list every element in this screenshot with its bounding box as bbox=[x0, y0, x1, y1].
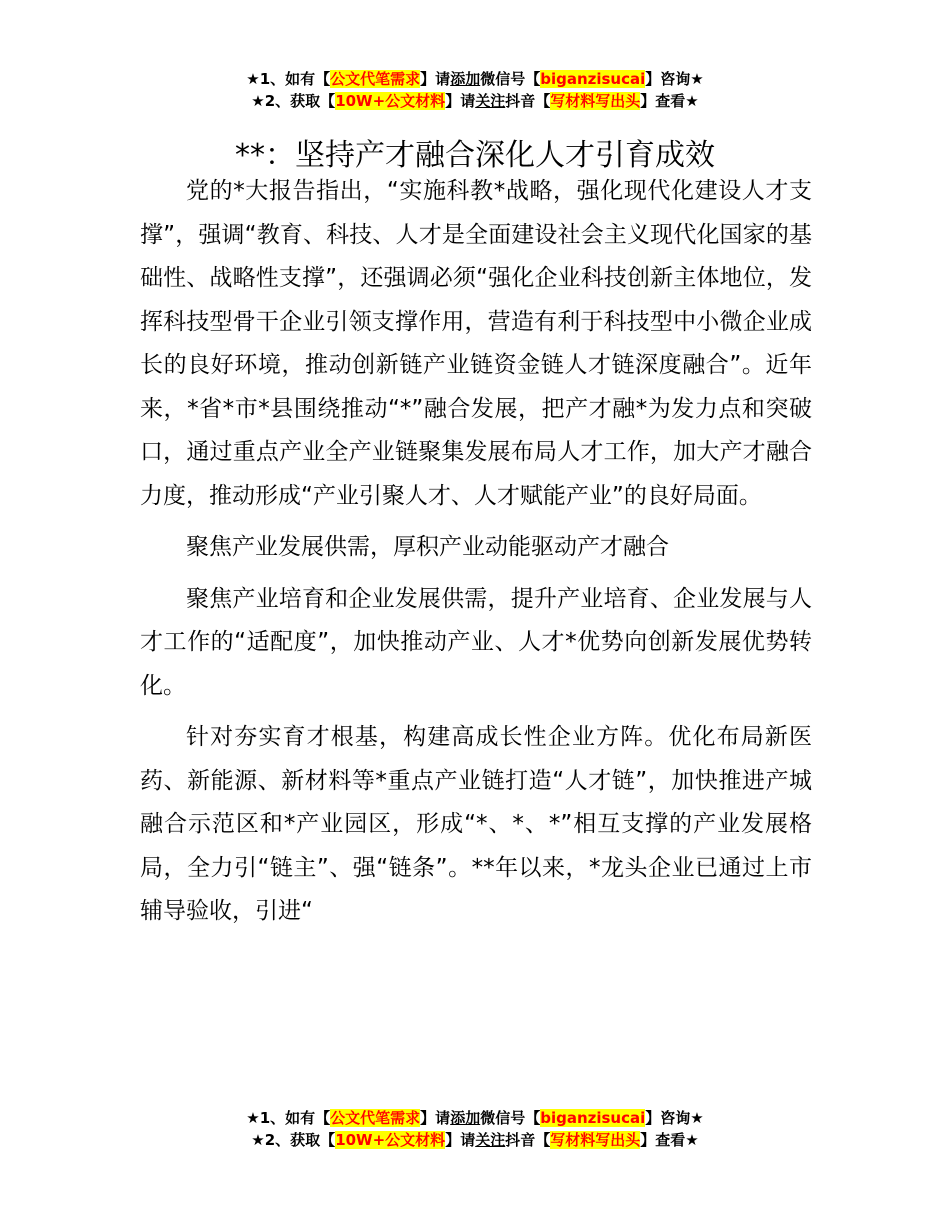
promo-line-2-highlight-materials: 10W+公文材料 bbox=[335, 92, 446, 110]
footer-line-2-suffix: 】查看★ bbox=[640, 1131, 699, 1149]
paragraph-section-heading: 聚焦产业发展供需，厚积产业动能驱动产才融合 bbox=[186, 534, 669, 560]
promo-line-2 bbox=[0, 90, 950, 112]
header-promo-banner bbox=[0, 68, 950, 112]
footer-line-1-mid: 】请 bbox=[420, 1109, 451, 1127]
footer-line-1-highlight-service: 公文代笔需求 bbox=[330, 1109, 421, 1127]
footer-line-1-mid2: 微信号【 bbox=[480, 1109, 541, 1127]
footer-line-2-highlight-materials: 10W+公文材料 bbox=[335, 1131, 446, 1149]
footer-promo-line-2 bbox=[0, 1129, 950, 1151]
footer-line-2-highlight-account: 写材料写出头 bbox=[550, 1131, 641, 1149]
promo-line-2-underlined: 关注 bbox=[475, 92, 506, 110]
footer-line-2-prefix: ★2、获取【 bbox=[251, 1131, 336, 1149]
promo-line-1-underlined: 添加 bbox=[450, 70, 481, 88]
promo-line-2-highlight-account: 写材料写出头 bbox=[550, 92, 641, 110]
footer-line-1-prefix: ★1、如有【 bbox=[246, 1109, 331, 1127]
document-title: **：坚持产才融合深化人才引育成效 bbox=[235, 138, 715, 174]
footer-line-2-underlined: 关注 bbox=[475, 1131, 506, 1149]
promo-line-2-mid: 】请 bbox=[445, 92, 476, 110]
promo-line-2-prefix: ★2、获取【 bbox=[251, 92, 336, 110]
paragraph-detail: 针对夯实育才根基，构建高成长性企业方阵。优化布局新医药、新能源、新材料等*重点产业链打造“人才链”，加快推进产城融合示范区和*产业园区，形成“*、*、*”相互支撑的产业发展格局，全力引“链主”、强“链条”。**年以来，*龙头企业已通过上市辅导验收，引进“ bbox=[140, 724, 812, 924]
paragraph-intro: 党的*大报告指出，“实施科教*战略，强化现代化建设人才支撑”，强调“教育、科技、人才是全面建设社会主义现代化国家的基础性、战略性支撑”，还强调必须“强化企业科技创新主体地位，发挥科技型骨干企业引领支撑作用，营造有利于科技型中小微企业成长的良好环境，推动创新链产业链资金链人才链深度融合”。近年来，*省*市*县围绕推动“*”融合发展，把产才融*为发力点和突破口，通过重点产业全产业链聚集发展布局人才工作，加大产才融合力度，推动形成“产业引聚人才、人才赋能产业”的良好局面。 bbox=[140, 178, 812, 509]
promo-line-1-prefix: ★1、如有【 bbox=[246, 70, 331, 88]
promo-line-1-mid2: 微信号【 bbox=[480, 70, 541, 88]
footer-line-1-underlined: 添加 bbox=[450, 1109, 481, 1127]
footer-promo-banner bbox=[0, 1107, 950, 1151]
footer-line-1-highlight-account: biganzisucai bbox=[540, 1109, 646, 1127]
promo-line-1-mid: 】请 bbox=[420, 70, 451, 88]
paragraph-section-summary: 聚焦产业培育和企业发展供需，提升产业培育、企业发展与人才工作的“适配度”，加快推动产业、人才*优势向创新发展优势转化。 bbox=[140, 585, 812, 699]
footer-line-2-mid: 】请 bbox=[445, 1131, 476, 1149]
footer-line-2-mid2: 抖音【 bbox=[505, 1131, 551, 1149]
promo-line-2-mid2: 抖音【 bbox=[505, 92, 551, 110]
promo-line-1-highlight-service: 公文代笔需求 bbox=[330, 70, 421, 88]
promo-line-1-highlight-account: biganzisucai bbox=[540, 70, 646, 88]
promo-line-1 bbox=[0, 68, 950, 90]
footer-line-1-suffix: 】咨询★ bbox=[645, 1109, 704, 1127]
promo-line-1-suffix: 】咨询★ bbox=[645, 70, 704, 88]
document-body bbox=[140, 170, 812, 934]
footer-promo-line-1 bbox=[0, 1107, 950, 1129]
promo-line-2-suffix: 】查看★ bbox=[640, 92, 699, 110]
